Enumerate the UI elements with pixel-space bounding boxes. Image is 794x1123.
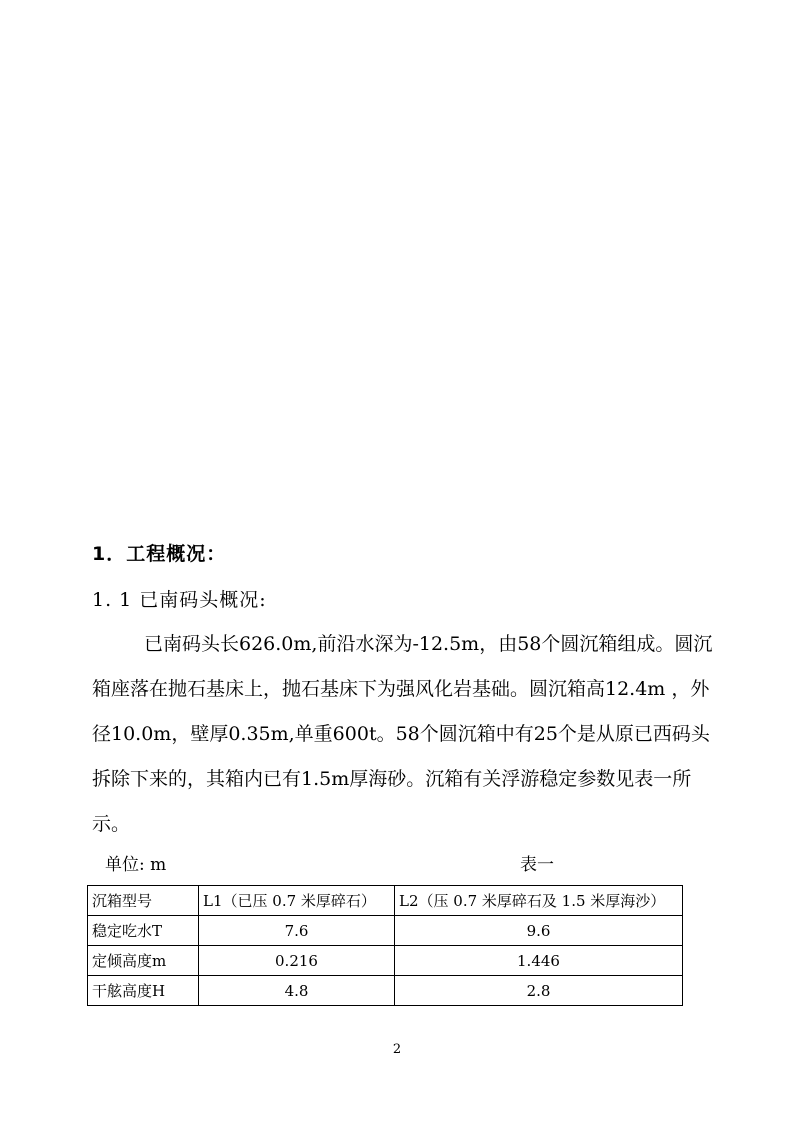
table-row bbox=[88, 946, 683, 976]
table-row-label: 干舷高度H bbox=[88, 976, 199, 1006]
table-cell: 7.6 bbox=[199, 916, 395, 946]
table-row bbox=[88, 976, 683, 1006]
overview-paragraph bbox=[92, 622, 718, 847]
table-header-cell: 沉箱型号 bbox=[88, 886, 199, 916]
table-row-label: 稳定吃水T bbox=[88, 916, 199, 946]
table-header-row bbox=[88, 886, 683, 916]
overview-paragraph-text: 已南码头长626.0m,前沿水深为-12.5m，由58个圆沉箱组成。圆沉箱座落在抛石基床上，抛石基床下为强风化岩基础。圆沉箱高12.4m ，外径10.0m，壁厚0.35m,单重600t。58个圆沉箱中有25个是从原已西码头拆除下来的，其箱内已有1.5m厚海砂。沉箱有关浮游稳定参数见表一所示。 bbox=[92, 633, 713, 835]
section-heading: 1．工程概况： bbox=[92, 543, 227, 565]
caisson-parameters-table bbox=[87, 885, 683, 1006]
table-unit-label: 单位: m bbox=[105, 855, 167, 875]
table-header-cell: L2（压 0.7 米厚碎石及 1.5 米厚海沙） bbox=[395, 886, 683, 916]
table-cell: 0.216 bbox=[199, 946, 395, 976]
table-cell: 9.6 bbox=[395, 916, 683, 946]
table-cell: 4.8 bbox=[199, 976, 395, 1006]
table-cell: 2.8 bbox=[395, 976, 683, 1006]
table-row-label: 定倾高度m bbox=[88, 946, 199, 976]
subsection-heading: 1. 1 已南码头概况: bbox=[92, 589, 267, 611]
table-caption: 表一 bbox=[520, 855, 554, 875]
table-cell: 1.446 bbox=[395, 946, 683, 976]
page-number: 2 bbox=[392, 1042, 402, 1057]
table-row bbox=[88, 916, 683, 946]
table-header-cell: L1（已压 0.7 米厚碎石） bbox=[199, 886, 395, 916]
